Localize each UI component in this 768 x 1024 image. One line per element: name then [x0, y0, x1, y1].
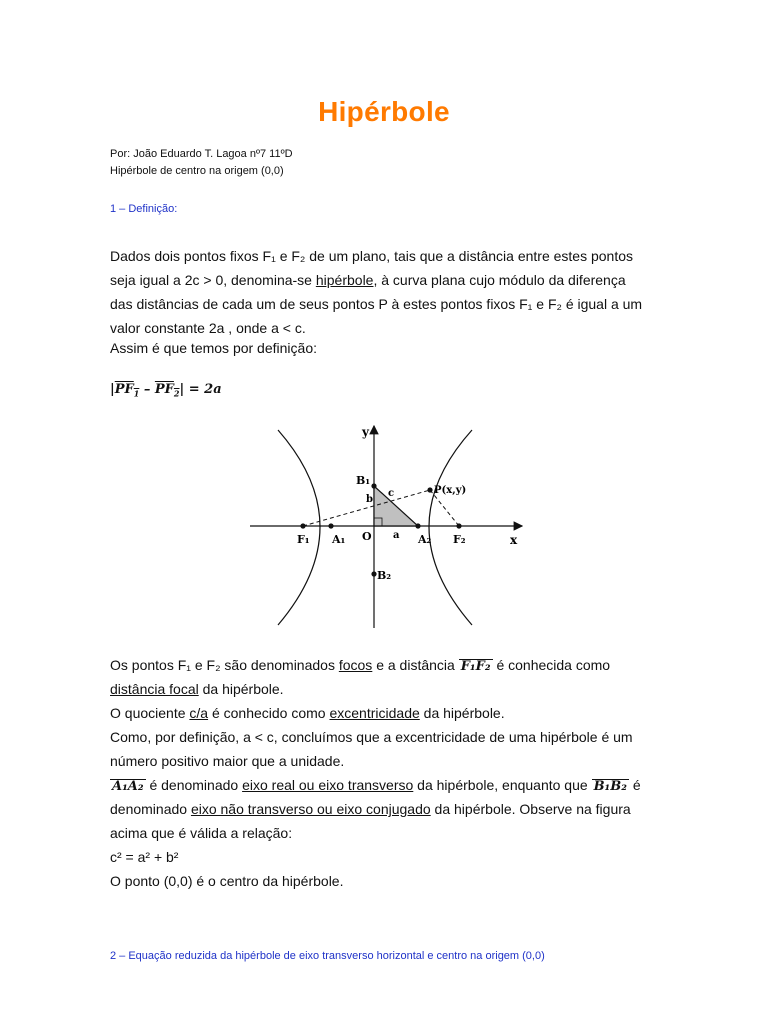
term-hiperbole: hipérbole — [315, 272, 374, 288]
text: da hipérbole. — [198, 681, 284, 697]
body-line-10: O ponto (0,0) é o centro da hipérbole. — [110, 873, 344, 889]
text: denominado — [110, 801, 191, 817]
term-c-over-a: c/a — [189, 705, 209, 721]
body-line-9: c² = a² + b² — [110, 849, 179, 865]
page-title: Hipérbole — [318, 96, 450, 127]
body-line-3 — [110, 701, 670, 725]
pf1-label: PF — [114, 382, 134, 397]
equals-2a: | = 2a — [179, 382, 222, 397]
segment-pf1 — [115, 382, 140, 397]
body-line-7 — [110, 797, 670, 821]
text: da hipérbole, enquanto que — [413, 777, 592, 793]
segment-f1f2: F₁F₂ — [460, 659, 491, 674]
point-b2 — [371, 571, 376, 576]
body-paragraph — [110, 653, 670, 893]
pf1-sub: 1 — [133, 388, 140, 399]
label-x: x — [510, 533, 518, 547]
body-line-2 — [110, 677, 670, 701]
label-p: P(x,y) — [434, 485, 467, 496]
term-eixo-real: eixo real ou eixo transverso — [242, 777, 414, 793]
definition-formula — [110, 382, 222, 399]
label-b1: B₁ — [356, 474, 371, 487]
label-f2: F₂ — [453, 533, 466, 546]
text: e a distância — [372, 657, 459, 673]
label-b2: B₂ — [377, 569, 392, 582]
point-a2 — [415, 523, 420, 528]
author-line: Por: João Eduardo T. Lagoa nº7 11ºD — [110, 148, 293, 160]
point-a1 — [328, 523, 333, 528]
body-line-1 — [110, 653, 670, 677]
label-f1: F₁ — [297, 533, 310, 546]
point-b1 — [371, 483, 376, 488]
section-heading-1: 1 – Definição: — [110, 203, 178, 215]
label-a2: A₂ — [418, 533, 432, 546]
definition-line-3: das distâncias de cada um de seus pontos P à estes pontos fixos F₁ e F₂ é igual a um — [110, 296, 643, 312]
abs-bar: | — [110, 382, 115, 397]
definition-line-4: valor constante 2a , onde a < c. — [110, 320, 306, 336]
term-focos: focos — [338, 657, 373, 673]
text: é conhecida como — [492, 657, 611, 673]
point-f2 — [456, 523, 461, 528]
text: , à curva plana cujo módulo da diferença — [373, 272, 626, 288]
text: da hipérbole. Observe na figura — [430, 801, 631, 817]
text: é — [628, 777, 641, 793]
text: seja igual a 2c > 0, denomina-se — [110, 272, 316, 288]
label-b: b — [366, 494, 373, 505]
term-distancia-focal: distância focal — [110, 681, 199, 697]
pf2-label: PF — [154, 382, 174, 397]
body-line-5: número positivo maior que a unidade. — [110, 753, 345, 769]
point-p — [427, 487, 432, 492]
body-line-4: Como, por definição, a < c, concluímos que a excentricidade de uma hipérbole é um — [110, 729, 633, 745]
label-y: y — [362, 425, 369, 439]
text: O quociente — [110, 705, 190, 721]
label-o: O — [362, 530, 372, 543]
pf2-sub: 2 — [173, 388, 180, 399]
hyperbola-right-branch — [429, 430, 472, 625]
segment-pf2 — [155, 382, 180, 397]
body-line-6 — [110, 773, 670, 797]
text: é denominado — [145, 777, 243, 793]
text: Os pontos F₁ e F₂ são denominados — [110, 657, 339, 673]
text: da hipérbole. — [419, 705, 505, 721]
term-eixo-conjugado: eixo não transverso ou eixo conjugado — [190, 801, 431, 817]
label-c: c — [388, 488, 395, 499]
label-a1: A₁ — [332, 533, 346, 546]
hyperbola-left-branch — [278, 430, 320, 625]
definition-line-1: Dados dois pontos fixos F₁ e F₂ de um plano, tais que a distância entre estes pontos — [110, 248, 634, 264]
definition-paragraph — [110, 244, 670, 360]
term-excentricidade: excentricidade — [329, 705, 420, 721]
minus-sign: – — [139, 382, 155, 397]
definition-line-5: Assim é que temos por definição: — [110, 340, 317, 356]
subtitle: Hipérbole de centro na origem (0,0) — [110, 165, 284, 177]
body-line-8: acima que é válida a relação: — [110, 825, 293, 841]
segment-b1b2: B₁B₂ — [593, 779, 627, 794]
point-f1 — [300, 523, 305, 528]
text: é conhecido como — [208, 705, 330, 721]
hyperbola-figure — [250, 420, 530, 630]
definition-line-2 — [110, 268, 670, 292]
segment-a1a2: A₁A₂ — [112, 779, 144, 794]
shaded-triangle — [374, 486, 418, 526]
label-a: a — [393, 530, 400, 541]
section-heading-2: 2 – Equação reduzida da hipérbole de eixo transverso horizontal e centro na origem (0,0) — [110, 950, 545, 962]
